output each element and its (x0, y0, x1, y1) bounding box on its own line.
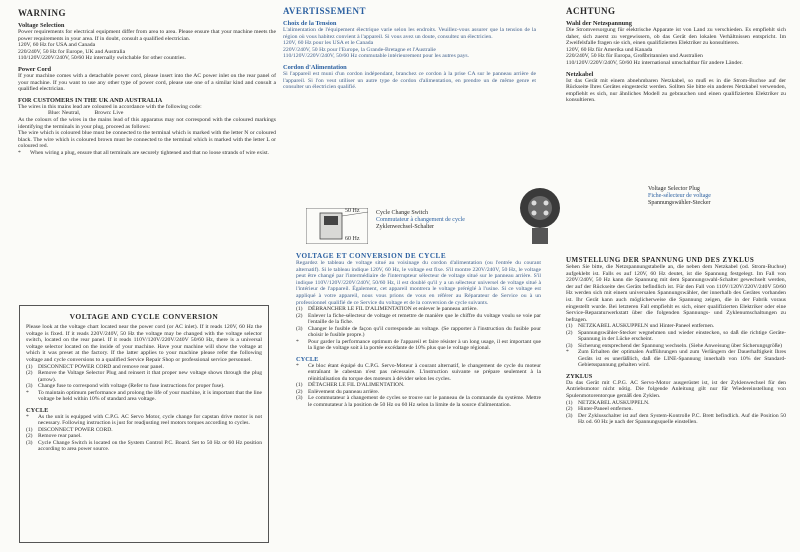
cycle-step-fr: * Ce bloc étant équipé du C.P.G. Servo-Moteur à courant alternatif, le changement de cycle du moteur entraînant le cabestan n'est pas nécessaire. L'instruction suivante se prépare seulement à la réinitialisation du torque des moteurs à dévider selon les cycles. (296, 362, 541, 382)
voltage-plug-figure (510, 178, 780, 250)
power-cord-title: Power Cord (18, 65, 52, 73)
tension-list-item: 220V/240V, 50 Hz pour l'Europe, la Grande-Bretagne et l'Australie (283, 46, 436, 53)
uk-text-3: The wire which is coloured blue must be connected to the terminal which is marked with the letter N or coloured black. The wire which is coloured brown must be connected to the terminal which is marked with the letter L or coloured red. (18, 130, 276, 150)
netzspannung-list-item: 120V, 60 Hz für Amerika und Kanada (566, 46, 653, 53)
cycle-step-fr: (1) DÉTACHER LE FIL D'ALIMENTATION. (296, 382, 405, 389)
cordon-title: Cordon d'Alimentation (283, 63, 347, 71)
zyklus-step: (1) NETZKABEL AUSKUPPELN. (566, 399, 650, 406)
conversion-heading: VOLTAGE AND CYCLE CONVERSION (69, 312, 219, 321)
cycle-step: (1) DISCONNECT POWER CORD. (26, 426, 113, 433)
voltage-plug-caption: Voltage Selector Plug Fiche-sélecteur de voltage Spannungswähler-Stecker (648, 186, 711, 206)
netzkabel-text: Ist das Gerät mit einem abnehmbaren Netzkabel, so muß es in die Strom-Buchse auf der Rückseite Ihres Gerätes eingesteckt werden. Sollten Sie bitte ein anderes Netzkabel verwenden, empfiehlt es sich, nur ähnliches Modell zu gebrauchen und einen qualifizierten Elektriker zu konsultieren. (566, 77, 786, 104)
conversion-step: * To maintain optimum performance and prolong the life of your machine, it is important that the line voltage be held within 10% of standard area voltage. (26, 389, 262, 403)
cycle-title-fr: CYCLE (296, 355, 319, 363)
english-column (18, 6, 276, 156)
conversion-step: (3) Change fuse to correspond with voltage (Refer to fuse instructions for proper fuse). (26, 383, 225, 390)
zyklus-title: ZYKLUS (566, 372, 593, 380)
uk-colour-code: Blue: Neutral, Brown: Live (48, 110, 124, 117)
conversion-step-fr: (1) DÉBRANCHER LE FIL D'ALIMENTATION et enlever le panneau arrière. (296, 306, 478, 313)
uk-note: * When wiring a plug, ensure that all terminals are securely tightened and that no loose strands of wire exist. (18, 149, 269, 156)
uk-text-1: The wires in this mains lead are coloured in accordance with the following code: (18, 103, 202, 110)
zyklus-text: Da das Gerät mit C.P.G. AC Servo-Motor ausgerüstet ist, ist der Zyklenwechsel für den Antriebsmotor nicht nötig. Die folgende Anleitung gilt nur für Wiedereinstellung von Spulenmotorentorque gemäß den Zyklen. (566, 379, 786, 400)
zyklus-step: (3) Der Zyklusschalter ist auf dem System-Kontrolle P.C. Brett befindlich. Auf die Position 50 Hz od. 60 Hz je nach der Spannungsquelle einstellen. (566, 412, 786, 426)
achtung-heading: ACHTUNG (566, 6, 616, 16)
umstellung-step: * Zum Erhalten der optimalen Aufführungen und zum Verlängern der Dauerhaftigkeit Ihres Geräts ist es unerläßlich, daß die LINE-Spannung innerhalb von 10% der Standard-Gebietsspannung gehalten wird. (566, 349, 786, 369)
tension-list-item: 120V, 60 Hz pour les USA et le Canada (283, 40, 374, 47)
umstellung-step: (3) Sicherung entsprechend der Spannung wechseln. (Siehe Anweisung über Sicherungsgröße) (566, 342, 782, 349)
voltage-list-item: 110/120V/220V/240V, 50/60 Hz internally switchable for other countries. (18, 55, 186, 62)
label-60hz: 60 Hz (345, 236, 360, 242)
warning-heading: WARNING (18, 8, 67, 18)
tension-text: L'alimentation de l'équipement électrique varie selon les endroits. Veuillez-vous assurer que la tension de la région où vous habitez convient à l'appareil. Si vous avez un doute, consultez un électricien. (283, 27, 536, 40)
conversion-step-fr: * Pour garder la performance optimum de l'appareil et faire résister à un long usage, il est important que la ligne de voltage soit à la portée excédante de 10% plus que le voltage régional. (296, 338, 541, 352)
conversion-step-fr: (3) Changer le fusible de façon qu'il corresponde au voltage. (Se rapporter à l'instruction du fusible pour choisir le fusible propre.) (296, 325, 541, 339)
cycle-step: * As the unit is equipped with C.P.G. AC Servo Motor, cycle change for capstan drive motor is not necessary. Following instruction is just for readjusting reel motors torques according to cycles. (26, 413, 262, 427)
german-conversion-section (566, 256, 786, 426)
conversion-step: (1) DISCONNECT POWER CORD and remove rear panel. (26, 363, 164, 370)
tension-list-item: 110/120V/220V/240V, 50/60 Hz commutable intérieurement pour les autres pays. (283, 53, 470, 60)
cycle-step-fr: (2) Enlèvement du panneau arrière. (296, 388, 380, 395)
conversion-text-fr: Regardez le tableau de voltage situé au voisinage du cordon d'alimentation (ou l'entrée du courant alternatif). Si le tableau indique 120V, 60 Hz, le voltage est fixe. S'il montre 220V/240V, 50 Hz, le voltage peut être changé par l'intermédiaire de l'interrupteur sélecteur de voltage situé sur le panneau arrière. S'il indique 110V/120V/220V/240V, 50/60 Hz, il est doublé qu'il y a un sélecteur universel de voltage situé à l'intérieur de l'appareil. Également, cet appareil montrera le voltage préréglé à l'usine. Si ce voltage est appliqué à votre appareil, nous vous prions de vous en référer au Réparateur de Service ou à un professionnel qualifié de ce Service du voltage et de la conversion de cycle suivants. (296, 260, 541, 306)
conversion-intro: Please look at the voltage chart located near the power cord (or AC inlet). If it reads 120V, 60 Hz the voltage is fixed. If it reads 220V/240V, 50 Hz the voltage may be changed with the voltage selector switch, located on the rear panel. If it reads 110V/120V/220V/240V 50/60 Hz, there is a universal voltage selector located on the inside of your machine. Have your machine will show the voltage at which it was preset at the factory. If the latter applies to your machine please refer the following voltage and cycle conversions to a qualified Service Repair Shop or professional service personnel. (26, 324, 262, 363)
netzkabel-title: Netzkabel (566, 70, 594, 78)
voltage-list-item: 120V, 60 Hz for USA and Canada (18, 42, 96, 49)
cycle-step: (2) Remove rear panel. (26, 433, 82, 440)
cycle-step-fr: (3) Le commutateur à changement de cycles se trouve sur le panneau de la commande du système. Mettre le commutateur à la position de 50 Hz ou 60 Hz selon la limite de la source d'alimentation. (296, 395, 541, 408)
netzspannung-text: Die Stromversorgung für elektrische Apparate ist von Land zu verschieden. Es empfiehlt sich daher, sich zuerst zu vergewissern, ob das Gerät den lokalen Verhältnissen entspricht. Im Zweifelsfalle fragen sie sich, einen qualifizierten Elektriker zu konsultieren. (566, 27, 786, 47)
label-50hz: 50 Hz (345, 208, 360, 214)
avertissement-heading: AVERTISSEMENT (283, 6, 367, 16)
voltage-plug-icon (510, 178, 570, 250)
cycle-title: CYCLE (26, 406, 49, 414)
voltage-selection-text: Power requirements for electrical equipment differ from area to area. Please ensure that your machine meets the power requirements in your area. If in doubt, consult a qualified electrician. (18, 29, 276, 42)
netzspannung-title: Wahl der Netzspannung (566, 20, 632, 27)
tension-title: Choix de la Tension (283, 20, 337, 27)
umstellung-step: (2) Spannungswähler-Stecker wegnehmen und wieder einstecken, so daß die richtige Geräte-Spannung in der Lücke erscheint. (566, 329, 786, 343)
cordon-text: Si l'appareil est muni d'un cordon indépendant, branchez ce cordon à la prise CA sur le panneau arrière de l'appareil. Si l'on veut utiliser un autre type de cordon d'alimentation, en prendre un de même genre et consulter un électricien qualifié. (283, 70, 536, 91)
umstellung-step: (1) NETZKABEL AUSKUPPELN und Hinter-Paneel entfernen. (566, 323, 715, 330)
french-column (283, 6, 536, 91)
zyklus-step: (2) Hinter-Paneel entfernen. (566, 406, 633, 413)
voltage-cycle-conversion-box (19, 305, 269, 543)
voltage-list-item: 220/240V, 50 Hz for Europe, UK and Australia (18, 48, 126, 55)
german-column (566, 6, 786, 104)
conversion-step: (2) Remove the Voltage Selector Plug and reinsert it that proper new voltage shows through the plug (arrow). (26, 370, 262, 383)
voltage-selection-title: Voltage Selection (18, 22, 65, 29)
cycle-switch-figure (306, 208, 541, 244)
power-cord-text: If your machine comes with a detachable power cord, please insert into the AC power inlet on the rear panel of your machine. If you want to use any other type of power cord, please use one of a similar kind and consult a qualified electrician. (18, 72, 276, 93)
cycle-switch-caption: Cycle Change Switch Commutateur à changement de cycle Zyklenwechsel-Schalter (376, 210, 465, 230)
conversion-step-fr: (2) Enlever la fiche-sélecteur de voltage et remettre de manière que le chiffre du voltage voulu se voie par l'entaille de la fiche. (296, 312, 541, 326)
french-conversion-section (296, 252, 541, 408)
uk-text-2: As the colours of the wires in the mains lead of this apparatus may not correspond with the coloured markings identifying the terminals in your plug, proceed as follows: (18, 116, 276, 130)
umstellung-heading: UMSTELLUNG DER SPANNUNG UND DES ZYKLUS (566, 256, 755, 264)
conversion-heading-fr: VOLTAGE ET CONVERSION DE CYCLE (296, 252, 447, 260)
netzspannung-list-item: 110/120V/220V/240V, 50/60 Hz international umschaltbar für andere Länder. (566, 59, 743, 66)
uk-australia-title: FOR CUSTOMERS IN THE UK AND AUSTRALIA (18, 96, 163, 104)
umstellung-text: Sehen Sie bitte, die Netzspannungstabelle an, die neben dem Netzkabel (od. Strom-Buchse) aufgeklebt ist. Falls es auf 120V, 60 Hz deutet, ist die Spannung festgelegt. Im Fall von 220V/240V, 50 Hz kann die Spannung mit dem Spannungswahl-Schalter gewechselt werden, der auf der Rückseite des Geräts befindlich ist. Für den Fall von 110V/120V/220V/240V 50/60 Hz werden sich mit einem universalen Spannungswähler, der innerhalb des Gerätes vorhanden ist. Ihr Gerät kann auch möglicherweise die Spannung zeigen, die in der Fabrik voraus eingestellt wurde. Bei letzteren Fall empfiehlt es sich, einer qualifizierten Elektriker oder eine Service-Reparaturwerkstatt über die folgenden Spannungs- und Zyklenumschaltungen zu befragen. (566, 264, 786, 323)
cycle-step: (3) Cycle Change Switch is located on the System Control P.C. Board. Set to 50 Hz or 60 Hz position according to area power source. (26, 439, 262, 453)
netzspannung-list-item: 220/240V, 50 Hz für Europa, Großbritannien und Australien (566, 53, 703, 60)
